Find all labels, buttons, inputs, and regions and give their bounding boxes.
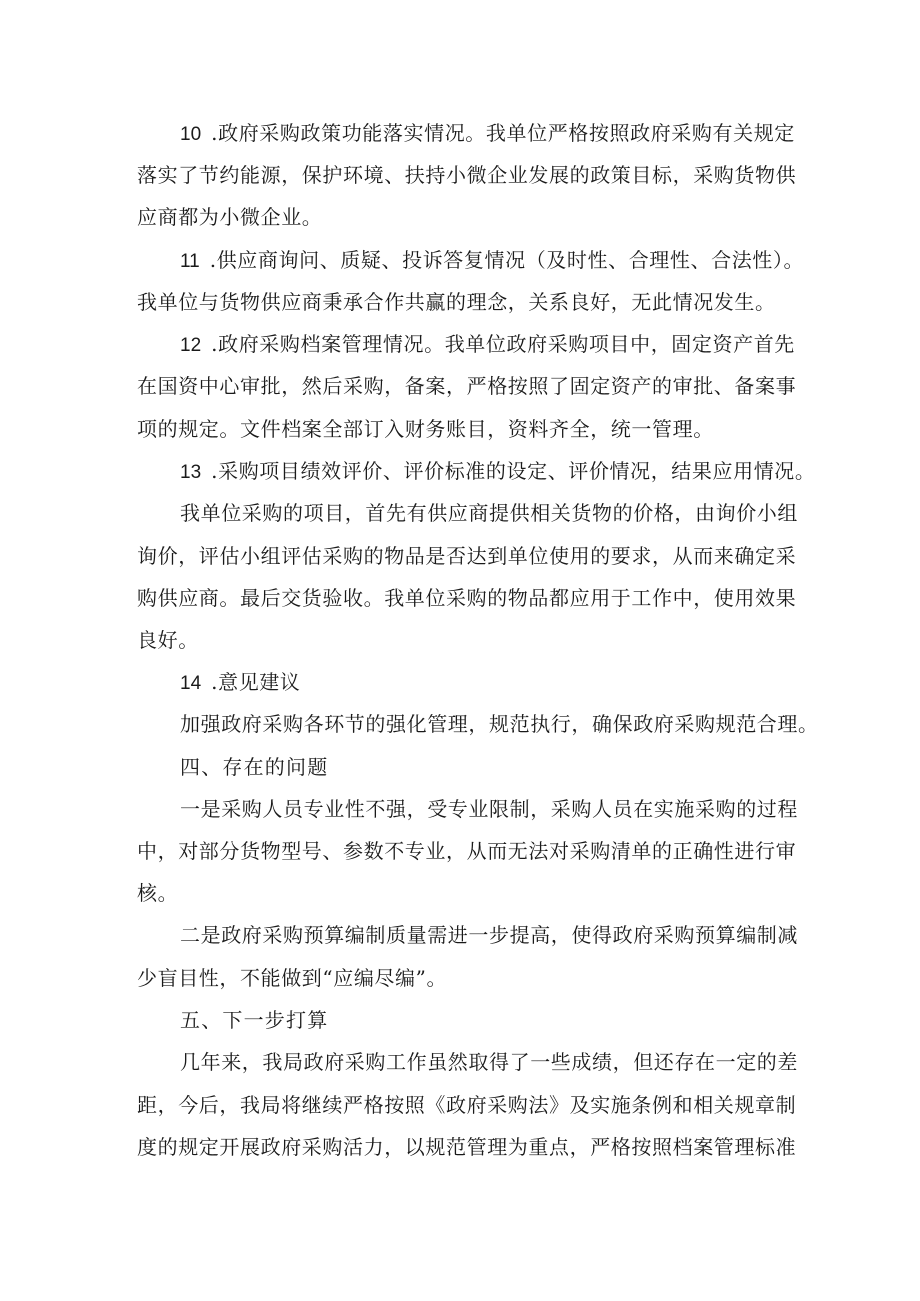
item-number: 11 [180, 251, 200, 272]
paragraph-line: 应商都为小微企业。 [137, 205, 323, 229]
item-title: .政府采购档案管理情况。我单位政府采购项目中，固定资产首先 [211, 332, 795, 356]
item-number: 14 [180, 673, 202, 694]
paragraph-line: 在国资中心审批，然后采购，备案，严格按照了固定资产的审批、备案事 [137, 374, 797, 398]
item-title: .意见建议 [211, 670, 301, 694]
paragraph-line: 二是政府采购预算编制质量需进一步提高，使得政府采购预算编制减 [180, 923, 798, 947]
paragraph-line: 我单位与货物供应商秉承合作共赢的理念，关系良好，无此情况发生。 [137, 290, 776, 314]
item-title: .政府采购政策功能落实情况。我单位严格按照政府采购有关规定 [211, 121, 795, 145]
paragraph-line: 我单位采购的项目，首先有供应商提供相关货物的价格，由询价小组 [180, 501, 798, 525]
section-heading-problems: 四、存在的问题 [180, 755, 329, 779]
item-14 [180, 669, 301, 697]
item-title: .采购项目绩效评价、评价标准的设定、评价情况，结果应用情况。 [211, 459, 816, 483]
item-13 [180, 458, 816, 486]
paragraph-line: 购供应商。最后交货验收。我单位采购的物品都应用于工作中，使用效果 [137, 586, 797, 610]
item-number: 12 [180, 335, 202, 356]
item-12 [180, 331, 795, 359]
paragraph-line: 一是采购人员专业性不强，受专业限制，采购人员在实施采购的过程 [180, 797, 798, 821]
paragraph-line: 良好。 [137, 628, 199, 652]
paragraph-line: 加强政府采购各环节的强化管理，规范执行，确保政府采购规范合理。 [180, 712, 819, 736]
paragraph-line: 度的规定开展政府采购活力，以规范管理为重点，严格按照档案管理标准 [137, 1135, 797, 1159]
paragraph-line: 询价，评估小组评估采购的物品是否达到单位使用的要求，从而来确定采 [137, 544, 797, 568]
item-title: .供应商询问、质疑、投诉答复情况（及时性、合理性、合法性）。 [209, 248, 805, 272]
paragraph-line: 几年来，我局政府采购工作虽然取得了一些成绩，但还存在一定的差 [180, 1050, 798, 1074]
paragraph-line: 中，对部分货物型号、参数不专业，从而无法对采购清单的正确性进行审 [137, 839, 797, 863]
paragraph-line: 落实了节约能源，保护环境、扶持小微企业发展的政策目标，采购货物供 [137, 163, 797, 187]
item-11 [180, 247, 804, 275]
paragraph-line: 距，今后，我局将继续严格按照《政府采购法》及实施条例和相关规章制 [137, 1093, 797, 1117]
section-heading-next-steps: 五、下一步打算 [180, 1008, 329, 1032]
item-number: 13 [180, 462, 202, 483]
paragraph-line: 少盲目性，不能做到“应编尽编”。 [137, 966, 448, 990]
item-10 [180, 120, 795, 148]
paragraph-line: 核。 [137, 881, 179, 905]
paragraph-line: 项的规定。文件档案全部订入财务账目，资料齐全，统一管理。 [137, 417, 714, 441]
item-number: 10 [180, 124, 202, 145]
